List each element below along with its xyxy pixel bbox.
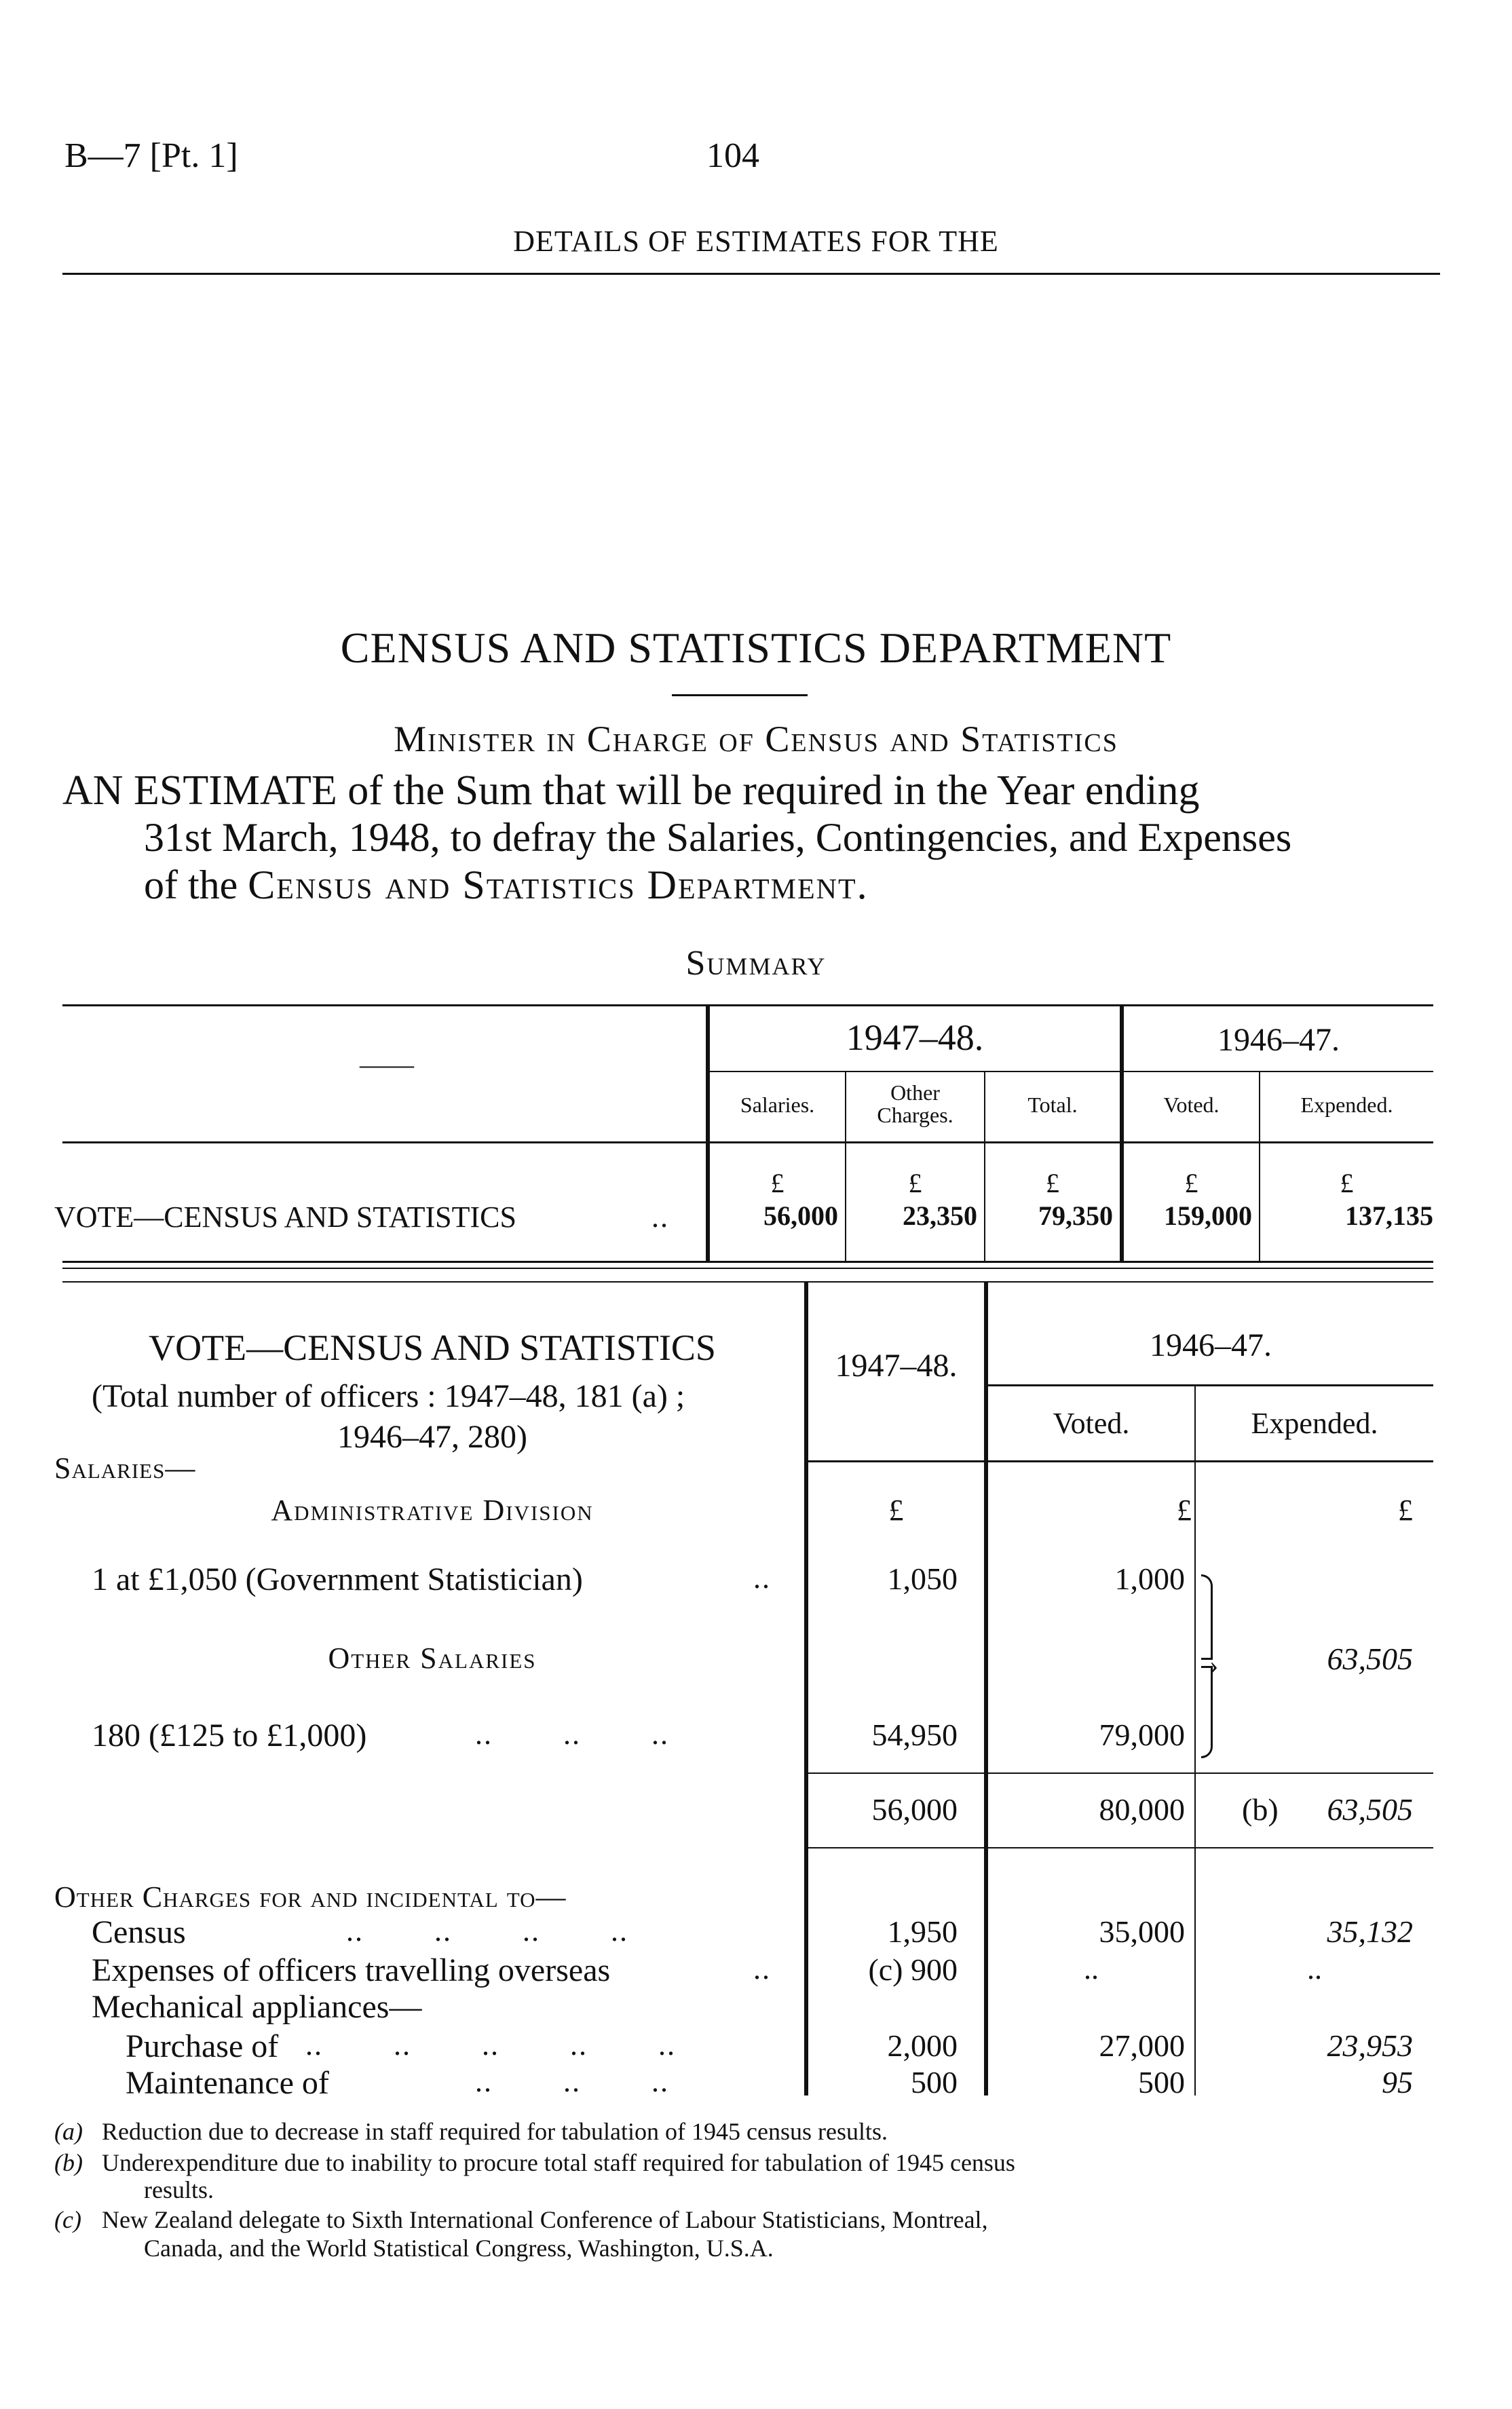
minister-line: Minister in Charge of Census and Statistics <box>394 719 1118 759</box>
oc-voted: 35,000 <box>1099 1914 1185 1949</box>
summary-subheader-rule-b <box>1124 1071 1433 1072</box>
subtotal-expended: 63,505 <box>1327 1792 1413 1827</box>
detail-header-bottom-rule <box>808 1460 1433 1462</box>
summary-other-charges-value: 23,350 <box>903 1200 977 1231</box>
title-short-rule <box>672 694 808 696</box>
row-government-statistician-voted: 1,000 <box>1114 1561 1185 1596</box>
footnote-c-text: New Zealand delegate to Sixth International Conference of Labour Statisticians, Montreal, <box>102 2206 988 2233</box>
subtotal-current: 56,000 <box>871 1792 958 1827</box>
detail-currency-voted: £ <box>1177 1494 1192 1527</box>
administrative-division-heading: Administrative Division <box>271 1494 594 1527</box>
row-other-salaries-current: 54,950 <box>871 1718 958 1752</box>
expended-brace-point-icon: › <box>1209 1650 1219 1680</box>
estimate-line-3 <box>144 862 867 909</box>
oc-current: 500 <box>911 2065 958 2100</box>
summary-currency-expended: £ <box>1340 1168 1354 1198</box>
oc-label: Maintenance of <box>126 2065 329 2101</box>
row-other-salaries-label: 180 (£125 to £1,000) <box>92 1718 367 1753</box>
detail-top-rule <box>62 1281 1433 1283</box>
summary-year-prev: 1946–47. <box>1217 1022 1340 1058</box>
page-reference: B—7 [Pt. 1] <box>64 136 238 175</box>
footnote-c-mark: (c) <box>54 2206 81 2233</box>
detail-col-voted: Voted. <box>1053 1407 1130 1440</box>
summary-bottom-rule-1 <box>62 1261 1433 1263</box>
page-number: 104 <box>706 136 759 175</box>
oc-label: Census <box>92 1914 186 1950</box>
oc-label: Expenses of officers travelling overseas <box>92 1952 611 1988</box>
detail-col-prev: 1946–47. <box>1150 1327 1272 1363</box>
summary-currency-other: £ <box>908 1168 922 1198</box>
subtotal-expended-note: (b) <box>1242 1792 1279 1827</box>
summary-col-voted: Voted. <box>1163 1093 1220 1117</box>
expended-brace-upper <box>1201 1574 1213 1660</box>
oc-label: Purchase of <box>126 2028 279 2064</box>
summary-total-value: 79,350 <box>1038 1200 1113 1231</box>
summary-col-other-2: Charges. <box>877 1103 953 1127</box>
summary-row-dots: .. <box>651 1200 669 1234</box>
summary-subheader-rule-a <box>710 1071 1120 1072</box>
oc-current: 1,950 <box>887 1914 958 1949</box>
oc-expended: 35,132 <box>1327 1914 1413 1949</box>
running-title: DETAILS OF ESTIMATES FOR THE <box>513 225 999 258</box>
header-rule <box>62 273 1440 275</box>
oc-expended: .. <box>1307 1952 1322 1986</box>
subtotal-voted: 80,000 <box>1099 1792 1185 1827</box>
oc-dots: .. <box>753 1952 771 1986</box>
detail-officers-line-1: (Total number of officers : 1947–48, 181 (a) ; <box>92 1378 685 1414</box>
summary-currency-salaries: £ <box>770 1168 785 1198</box>
summary-currency-total: £ <box>1046 1168 1059 1198</box>
footnote-a-mark: (a) <box>54 2118 83 2145</box>
summary-currency-voted: £ <box>1184 1168 1198 1198</box>
subtotal-bottom-rule <box>808 1847 1433 1848</box>
detail-currency-current: £ <box>888 1494 904 1527</box>
row-government-statistician-label: 1 at £1,050 (Government Statistician) <box>92 1561 583 1597</box>
summary-col-expended: Expended. <box>1300 1093 1393 1117</box>
summary-col-total: Total. <box>1027 1093 1078 1117</box>
department-title: CENSUS AND STATISTICS DEPARTMENT <box>340 624 1172 672</box>
detail-col-current: 1947–48. <box>835 1348 958 1384</box>
oc-label: Mechanical appliances— <box>92 1989 422 2025</box>
row-government-statistician-current: 1,050 <box>887 1561 958 1596</box>
summary-col-other-1: Other <box>890 1080 940 1105</box>
detail-subheader-rule <box>988 1384 1433 1386</box>
detail-vline-voted-expended <box>1194 1384 1196 2095</box>
oc-voted: .. <box>1084 1952 1099 1986</box>
footnote-b-text-2: results. <box>144 2176 214 2203</box>
row-other-salaries-dots: .. .. .. <box>475 1718 669 1751</box>
brace-expended-value: 63,505 <box>1327 1642 1413 1676</box>
summary-year-current: 1947–48. <box>846 1017 984 1058</box>
oc-voted: 27,000 <box>1099 2028 1185 2063</box>
detail-officers-line-2: 1946–47, 280) <box>337 1419 527 1455</box>
summary-row-label: VOTE—CENSUS AND STATISTICS <box>54 1200 516 1234</box>
summary-salaries-value: 56,000 <box>763 1200 838 1231</box>
oc-expended: 95 <box>1382 2065 1413 2100</box>
summary-top-rule <box>62 1004 1433 1006</box>
oc-current: (c) 900 <box>868 1952 958 1987</box>
detail-title: VOTE—CENSUS AND STATISTICS <box>149 1327 716 1368</box>
other-charges-heading: Other Charges for and incidental to— <box>54 1880 567 1914</box>
row-other-salaries-voted: 79,000 <box>1099 1718 1185 1752</box>
detail-currency-expended: £ <box>1398 1494 1413 1527</box>
summary-dash: —— <box>360 1049 414 1080</box>
other-salaries-heading: Other Salaries <box>328 1642 537 1675</box>
estimate-lead: AN ESTIMATE of the Sum that will be required in the Year ending <box>62 767 1200 814</box>
oc-expended: 23,953 <box>1327 2028 1413 2063</box>
subtotal-top-rule <box>808 1772 1433 1774</box>
oc-dots: .. .. .. <box>475 2065 669 2098</box>
oc-current: 2,000 <box>887 2028 958 2063</box>
oc-voted: 500 <box>1138 2065 1185 2100</box>
oc-dots: .. .. .. .. .. <box>305 2028 676 2062</box>
detail-col-expended: Expended. <box>1251 1407 1378 1440</box>
estimate-line-3-department: Census and Statistics Department <box>248 862 857 907</box>
estimate-line-3-suffix: . <box>856 862 867 907</box>
summary-voted-value: 159,000 <box>1164 1200 1252 1231</box>
oc-dots: .. .. .. .. <box>346 1914 628 1948</box>
summary-bottom-rule-2 <box>62 1268 1433 1269</box>
estimate-line-2: 31st March, 1948, to defray the Salaries, Contingencies, and Expenses <box>144 815 1292 860</box>
summary-header-bottom-rule <box>62 1141 1433 1143</box>
summary-col-salaries: Salaries. <box>740 1093 815 1117</box>
footnote-a-text: Reduction due to decrease in staff required for tabulation of 1945 census results. <box>102 2118 888 2145</box>
summary-expended-value: 137,135 <box>1345 1200 1433 1231</box>
estimate-line-3-prefix: of the <box>144 862 248 907</box>
footnote-c-text-2: Canada, and the World Statistical Congress, Washington, U.S.A. <box>144 2235 774 2262</box>
footnote-b-mark: (b) <box>54 2149 83 2176</box>
summary-heading: Summary <box>685 944 827 983</box>
salaries-heading: Salaries— <box>54 1452 196 1485</box>
row-government-statistician-dots: .. <box>753 1561 771 1595</box>
footnote-b-text: Underexpenditure due to inability to procure total staff required for tabulation of 1945 census <box>102 2149 1015 2176</box>
